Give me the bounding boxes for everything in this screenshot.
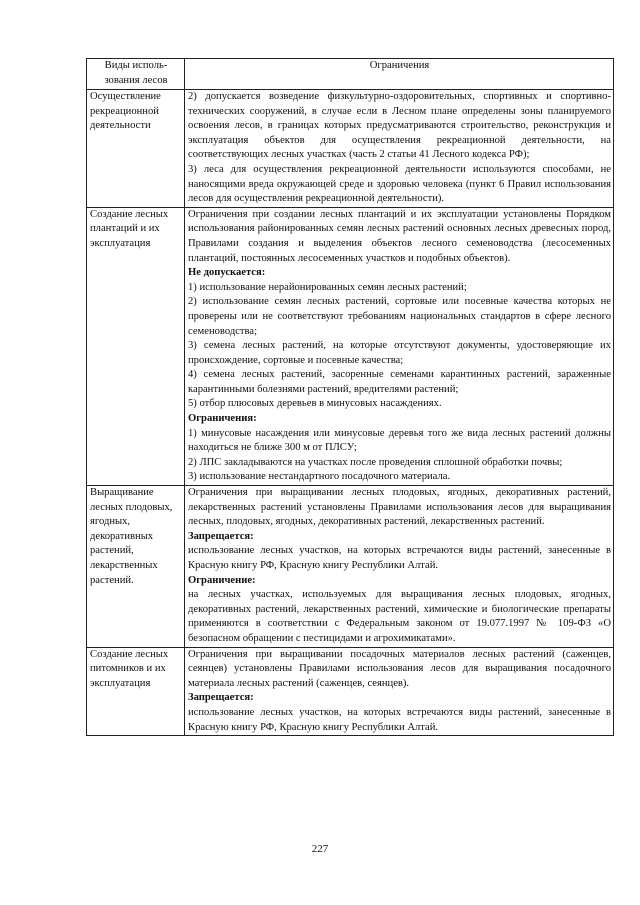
table-row (87, 647, 614, 736)
content-paragraph: 4) семена лесных растений, засоренные семенами карантинных растений, зараженные карантинными болезнями растений, вредителями растений; (188, 369, 611, 395)
row-type-cell: Создание лесных плантаций и их эксплуатация (87, 207, 185, 485)
row-content-cell (185, 647, 614, 736)
row-type-cell: Выращивание лесных плодовых, ягодных, декоративных растений, лекарственных растений. (87, 486, 185, 648)
content-paragraph: 5) отбор плюсовых деревьев в минусовых насаждениях. (188, 398, 442, 410)
content-paragraph: 2) ЛПС закладываются на участках после проведения сплошной обработки почвы; (188, 456, 563, 468)
content-paragraph: 3) использование нестандартного посадочного материала. (188, 471, 451, 483)
header-forest-use-types: Виды исполь- зования лесов (87, 59, 185, 90)
row-type-cell: Создание лесных питомников и их эксплуатация (87, 647, 185, 736)
content-paragraph: Ограничения при выращивании посадочных материалов лесных растений (саженцев, сеянцев) установлены Правилами использования лесов для выращивания посадочного материала лесных растений (саженцев, сеянцев). (188, 648, 611, 689)
row-content-cell (185, 486, 614, 648)
content-paragraph: 1) использование нерайонированных семян лесных растений; (188, 281, 467, 293)
header-restrictions: Ограничения (185, 59, 614, 90)
row-type-cell: Осуществление рекреационной деятельности (87, 90, 185, 208)
restrictions-table (86, 58, 614, 736)
page-number: 227 (311, 843, 329, 855)
content-paragraph: на лесных участках, используемых для выращивания лесных плодовых, ягодных, декоративных растений, лекарственных растений, химические и биологические препараты применяются в соответствии с Федеральным законом от 19.077.1997 № 109-ФЗ «О безопасном обращении с пестицидами и агрохимикатами». (188, 589, 611, 644)
table-header-row (87, 59, 614, 90)
row-content-cell (185, 207, 614, 485)
content-paragraph: 1) минусовые насаждения или минусовые деревья того же вида лесных растений должны находиться не ближе 300 м от ПЛСУ; (188, 427, 611, 454)
table-row (87, 486, 614, 648)
content-subheading: Запрещается: (188, 692, 254, 704)
content-subheading: Ограничения: (188, 413, 257, 425)
content-subheading: Запрещается: (188, 530, 254, 542)
content-paragraph: 2) допускается возведение физкультурно-оздоровительных, спортивных и спортивно-технических сооружений, в случае если в Лесном плане определены зоны планируемого освоения лесов, в границах которых предусматриваются строительство, реконструкция и эксплуатация объектов для осуществления рекреационной деятельности, на соответствующих лесных участках (часть 2 статьи 41 Лесного кодекса РФ); (188, 91, 611, 161)
content-paragraph: Ограничения при выращивании лесных плодовых, ягодных, декоративных растений, лекарственных растений установлены Правилами использования лесов для выращивания лесных, плодовых, ягодных, декоративных растений, лекарственных растений. (188, 487, 611, 528)
content-paragraph: Ограничения при создании лесных плантаций и их эксплуатации установлены Порядком использования районированных семян лесных растений основных лесных древесных пород, Правилами создания и выделения объектов лесного семеноводства (лесосеменных плантаций, постоянных лесосеменных участков и подобных объектов). (188, 208, 611, 264)
content-paragraph: 2) использование семян лесных растений, сортовые или посевные качества которых не проверены или не соответствуют требованиям национальных стандартов в сфере лесного семеноводства; (188, 296, 611, 337)
content-paragraph: 3) леса для осуществления рекреационной деятельности используются способами, не наносящими вреда окружающей среде и здоровью человека (пункт 6 Правил использования лесов для осуществления рекреационной деятельности). (188, 163, 611, 205)
table-row (87, 207, 614, 485)
content-paragraph: 3) семена лесных растений, на которые отсутствуют документы, удостоверяющие их происхождение, сортовые и посевные качества; (188, 340, 611, 366)
row-content-cell (185, 90, 614, 208)
content-paragraph: использование лесных участков, на которых встречаются виды растений, занесенные в Красную книгу РФ, Красную книгу Республики Алтай. (188, 545, 611, 571)
table-row (87, 90, 614, 208)
content-paragraph: использование лесных участков, на которых встречаются виды растений, занесенные в Красную книгу РФ, Красную книгу Республики Алтай. (188, 706, 611, 733)
content-subheading: Не допускается: (188, 267, 266, 279)
content-subheading: Ограничение: (188, 574, 256, 586)
